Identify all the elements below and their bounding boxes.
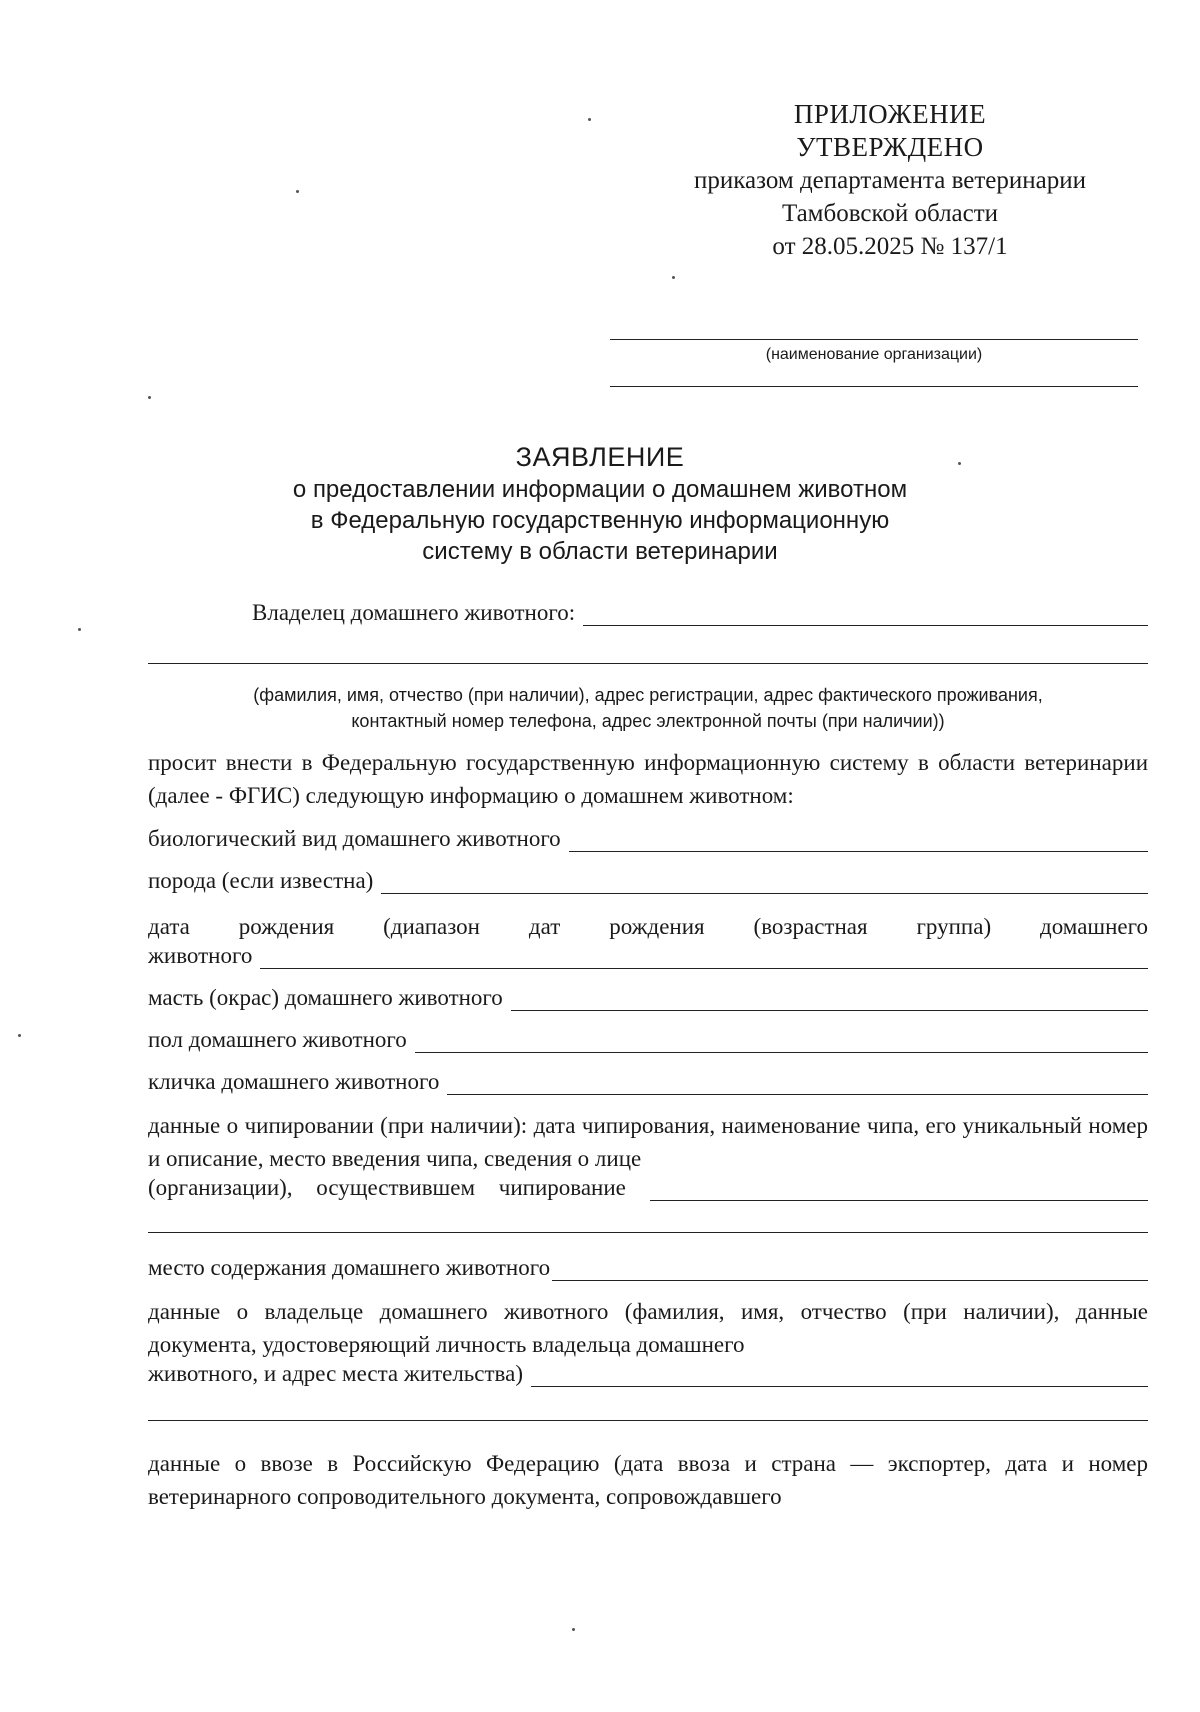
approved-label: УТВЕРЖДЕНО <box>796 132 984 162</box>
species-label: биологический вид домашнего животного <box>148 826 561 851</box>
chip-label: (организации), осуществившем чипирование <box>148 1175 626 1200</box>
approval-header <box>630 98 1150 263</box>
owner-data-field-2[interactable] <box>148 1419 1148 1421</box>
pet-name-field[interactable] <box>447 1072 1148 1095</box>
form-body <box>148 600 1148 1513</box>
import-text: данные о ввозе в Российскую Федерацию (дата ввоза и страна — экспортер, дата и номер ветеринарного сопроводительного документа, сопровождавшего <box>148 1451 1148 1509</box>
sex-label: пол домашнего животного <box>148 1027 407 1052</box>
place-row <box>148 1255 1148 1281</box>
order-number: от 28.05.2025 № 137/1 <box>772 233 1008 260</box>
pet-name-label: кличка домашнего животного <box>148 1069 440 1094</box>
species-field[interactable] <box>569 829 1148 852</box>
region-text: Тамбовской области <box>781 200 999 227</box>
request-text: просит внести в Федеральную государственную информационную систему в области ветеринарии (далее - ФГИС) следующую информацию о домашнем животном: <box>148 750 1148 808</box>
birth-date-row <box>148 943 1148 969</box>
order-text: приказом департамента ветеринарии <box>694 167 1086 194</box>
owner-data-label: животного, и адрес места жительства) <box>148 1361 523 1386</box>
color-field[interactable] <box>511 988 1148 1011</box>
organization-block <box>610 327 1138 387</box>
owner-data-row <box>148 1361 1148 1387</box>
title-sub-1: о предоставлении информации о домашнем животном <box>292 476 908 503</box>
title-main: ЗАЯВЛЕНИЕ <box>515 442 685 472</box>
color-row <box>148 985 1148 1011</box>
birth-date-field[interactable] <box>260 946 1148 969</box>
organization-field[interactable] <box>610 327 1138 340</box>
birth-date-label-1: дата рождения (диапазон дат рождения (возрастная группа) домашнего <box>148 914 1148 939</box>
sex-field[interactable] <box>415 1030 1148 1053</box>
owner-field-2[interactable] <box>148 662 1148 664</box>
owner-data-text: данные о владельце домашнего животного (фамилия, имя, отчество (при наличии), данные документа, удостоверяющий личность владельца домашнего <box>148 1299 1148 1357</box>
scan-speck <box>78 628 81 631</box>
scan-speck <box>572 1628 575 1631</box>
scan-speck <box>148 396 151 399</box>
color-label: масть (окрас) домашнего животного <box>148 985 503 1010</box>
breed-field[interactable] <box>381 871 1148 894</box>
owner-caption-2: контактный номер телефона, адрес электронной почты (при наличии)) <box>351 711 945 731</box>
title-sub-2: в Федеральную государственную информационную <box>310 507 890 534</box>
breed-row <box>148 868 1148 894</box>
title-sub-3: систему в области ветеринарии <box>422 538 778 565</box>
owner-label: Владелец домашнего животного: <box>252 600 576 625</box>
pet-name-row <box>148 1069 1148 1095</box>
scan-speck <box>18 1034 21 1037</box>
organization-caption: (наименование организации) <box>765 346 983 363</box>
owner-data-field[interactable] <box>531 1364 1148 1387</box>
owner-caption-block <box>148 682 1148 734</box>
owner-caption-1: (фамилия, имя, отчество (при наличии), адрес регистрации, адрес фактического проживания, <box>253 685 1043 705</box>
document-title <box>150 440 1050 567</box>
sex-row <box>148 1027 1148 1053</box>
scan-speck <box>588 118 591 121</box>
breed-label: порода (если известна) <box>148 868 374 893</box>
appendix-label: ПРИЛОЖЕНИЕ <box>793 99 987 129</box>
species-row <box>148 826 1148 852</box>
place-field[interactable] <box>552 1258 1148 1281</box>
owner-field[interactable] <box>583 603 1148 626</box>
owner-row <box>252 600 1148 626</box>
chip-text: данные о чипировании (при наличии): дата чипирования, наименование чипа, его уникальный номер и описание, место введения чипа, сведения о лице <box>148 1113 1148 1171</box>
chip-field-2[interactable] <box>148 1231 1148 1233</box>
chip-field[interactable] <box>650 1178 1148 1201</box>
scan-speck <box>296 190 299 193</box>
organization-field-2[interactable] <box>610 364 1138 387</box>
place-label: место содержания домашнего животного <box>148 1255 551 1280</box>
birth-date-label-2: животного <box>148 943 253 968</box>
scan-speck <box>672 276 675 279</box>
chip-row <box>148 1175 1148 1201</box>
